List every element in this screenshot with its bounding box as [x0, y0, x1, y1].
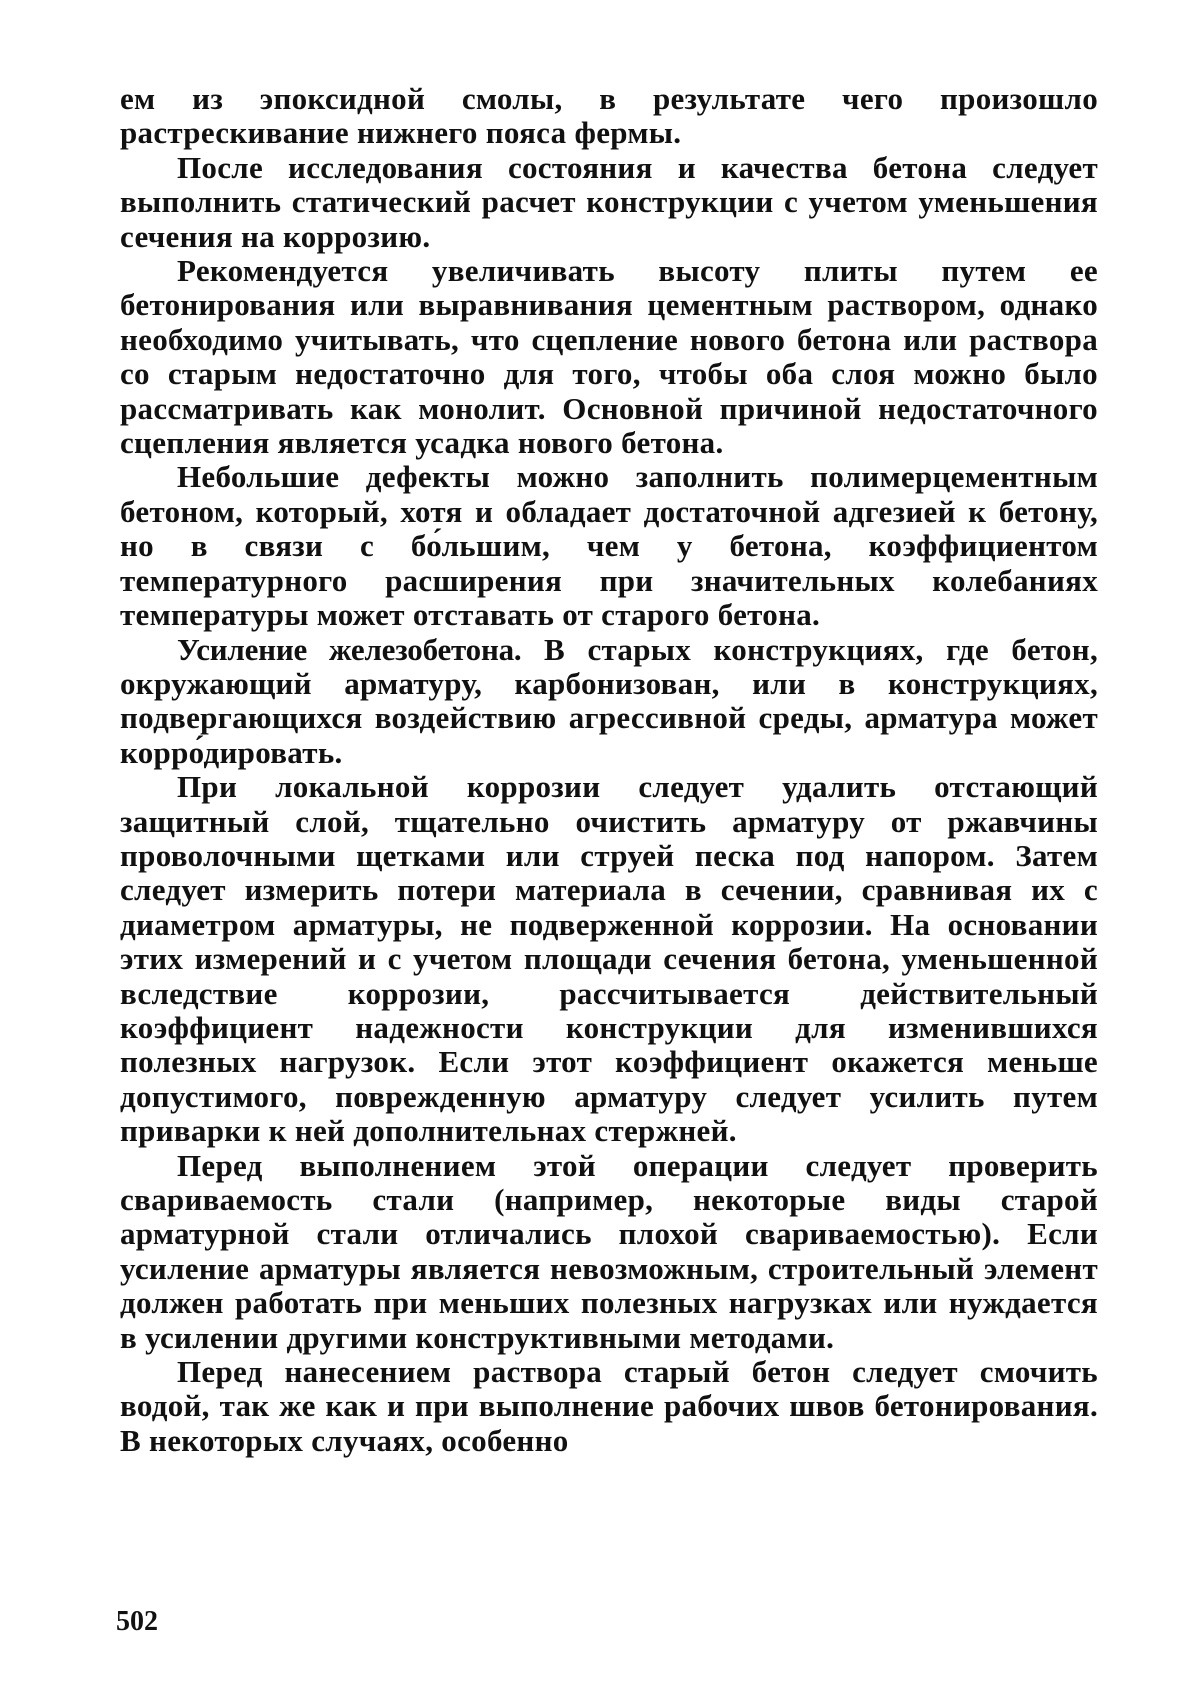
paragraph-5	[120, 633, 1098, 771]
paragraph-4: Небольшие дефекты можно заполнить полимерцементным бетоном, который, хотя и обладает достаточной адгезией к бетону, но в связи с бо́льшим, чем у бетона, коэффициентом температурного расширения при значительных колебаниях температуры может отставать от старого бетона.	[120, 459, 1098, 633]
paragraph-1: ем из эпоксидной смолы, в результате чего произошло растрескивание нижнего пояса фермы.	[120, 81, 1098, 151]
paragraph-6: При локальной коррозии следует удалить отстающий защитный слой, тщательно очистить арматуру от ржавчины проволочными щетками или струей песка под напором. Затем следует измерить потери материала в сечении, сравнивая их с диаметром арматуры, не подверженной коррозии. На основании этих измерений и с учетом площади сечения бетона, уменьшенной вследствие коррозии, рассчитывается действительный коэффициент надежности конструкции для изменившихся полезных нагрузок. Если этот коэффициент окажется меньше допустимого, поврежденную арматуру следует усилить путем приварки к ней дополнительнах стержней.	[120, 769, 1098, 1149]
paragraph-8: Перед нанесением раствора старый бетон следует смочить водой, так же как и при выполнение рабочих швов бетонирования. В некоторых случаях, особенно	[120, 1354, 1098, 1458]
paragraph-7: Перед выполнением этой операции следует проверить свариваемость стали (например, некоторые виды старой арматурной стали отличались плохой свариваемостью). Если усиление арматуры является невозможным, строительный элемент должен работать при меньших полезных нагрузках или нуждается в усилении другими конструктивными методами.	[120, 1147, 1098, 1355]
paragraph-2: После исследования состояния и качества бетона следует выполнить статический расчет конструкции с учетом уменьшения сечения на коррозию.	[120, 149, 1098, 254]
section-heading: Усиление железобетона.	[177, 631, 522, 667]
page-number: 502	[116, 1606, 158, 1637]
paragraph-5-text: В старых конструкциях, где бетон, окружающий арматуру, карбонизован, или в конструкциях, подвергающихся воздействию агрессивной среды, арматура может корро́дировать.	[120, 631, 1099, 770]
paragraph-3: Рекомендуется увеличивать высоту плиты путем ее бетонирования или выравнивания цементным раствором, однако необходимо учитывать, что сцепление нового бетона или раствора со старым недостаточно для того, чтобы оба слоя можно было рассматривать как монолит. Основной причиной недостаточного сцепления является усадка нового бетона.	[120, 253, 1098, 461]
body-text	[120, 82, 1098, 1458]
